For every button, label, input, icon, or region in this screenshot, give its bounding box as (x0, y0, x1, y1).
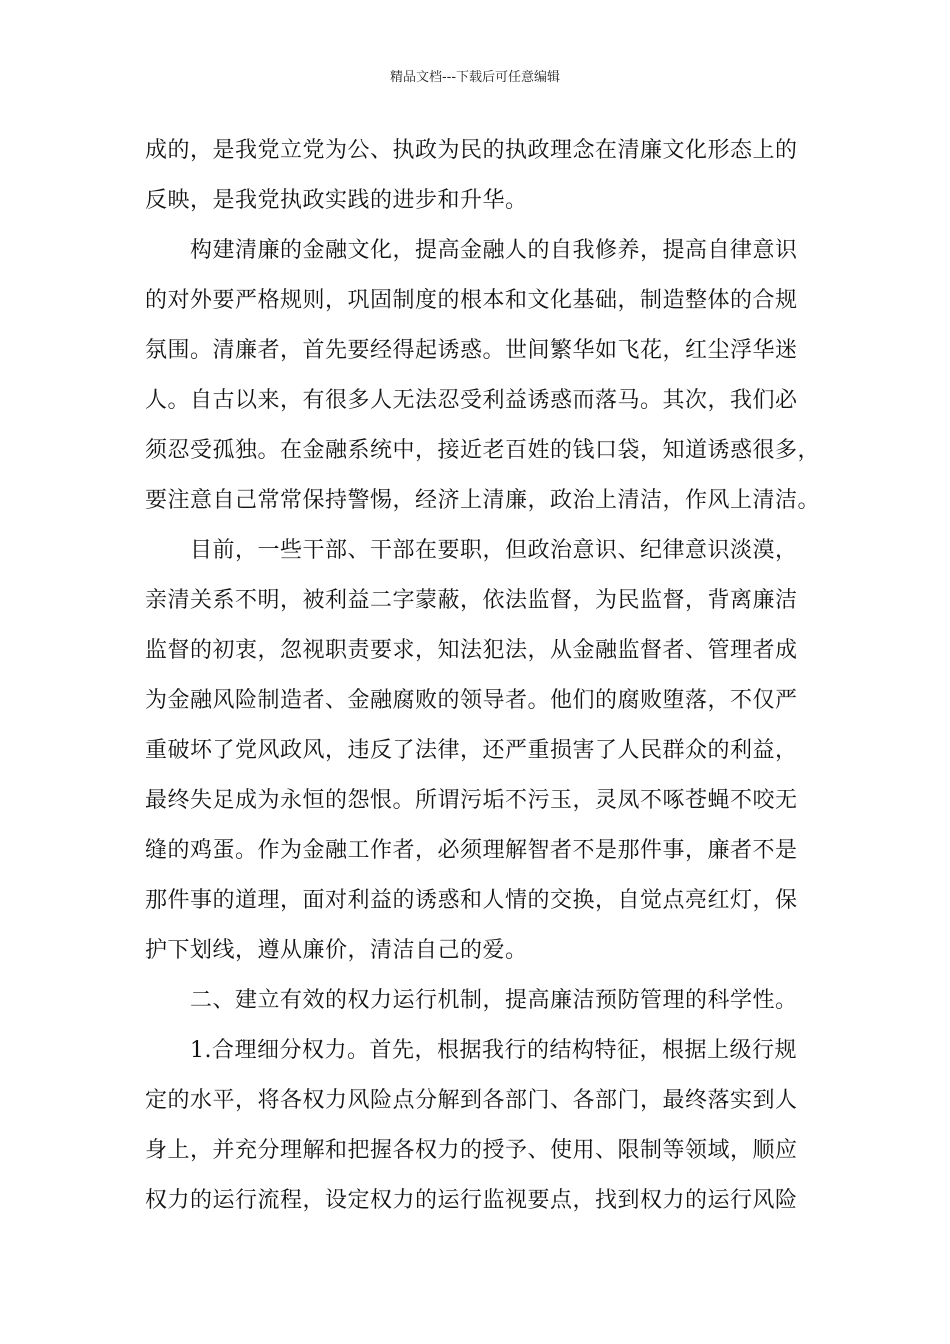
text-line-7: 须忍受孤独。在金融系统中，接近老百姓的钱口袋，知道诱惑很多， (145, 438, 821, 463)
document-body (145, 126, 825, 1226)
text-line-16: 那件事的道理，面对利益的诱惑和人情的交换，自觉点亮红灯，保 (145, 888, 798, 913)
text-line-11: 监督的初衷，忽视职责要求，知法犯法，从金融监督者、管理者成 (145, 638, 798, 663)
text-line-3: 构建清廉的金融文化，提高金融人的自我修养，提高自律意识 (190, 238, 798, 263)
section-heading: 二、建立有效的权力运行机制，提高廉洁预防管理的科学性。 (190, 988, 798, 1013)
page-header: 精品文档---下载后可任意编辑 (389, 70, 561, 85)
text-line-22: 权力的运行流程，设定权力的运行监视要点，找到权力的运行风险 (145, 1188, 798, 1213)
text-line-1: 成的，是我党立党为公、执政为民的执政理念在清廉文化形态上的 (145, 138, 798, 163)
text-line-20: 定的水平，将各权力风险点分解到各部门、各部门，最终落实到人 (145, 1088, 798, 1113)
text-line-8: 要注意自己常常保持警惕，经济上清廉，政治上清洁，作风上清洁。 (145, 488, 821, 513)
text-line-15: 缝的鸡蛋。作为金融工作者，必须理解智者不是那件事，廉者不是 (145, 838, 798, 863)
text-line-6: 人。自古以来，有很多人无法忍受利益诱惑而落马。其次，我们必 (145, 388, 798, 413)
text-line-10: 亲清关系不明，被利益二字蒙蔽，依法监督，为民监督，背离廉洁 (145, 588, 798, 613)
text-line-12: 为金融风险制造者、金融腐败的领导者。他们的腐败堕落，不仅严 (145, 688, 798, 713)
text-line-2: 反映，是我党执政实践的进步和升华。 (145, 188, 528, 213)
text-line-17: 护下划线，遵从廉价，清洁自己的爱。 (145, 938, 528, 963)
text-line-19: 1.合理细分权力。首先，根据我行的结构特征，根据上级行规 (190, 1038, 797, 1063)
text-line-9: 目前，一些干部、干部在要职，但政治意识、纪律意识淡漠， (190, 538, 798, 563)
text-line-21: 身上，并充分理解和把握各权力的授予、使用、限制等领域，顺应 (145, 1138, 798, 1163)
text-line-5: 氛围。清廉者，首先要经得起诱惑。世间繁华如飞花，红尘浮华迷 (145, 338, 798, 363)
text-line-13: 重破坏了党风政风，违反了法律，还严重损害了人民群众的利益， (145, 738, 798, 763)
text-line-14: 最终失足成为永恒的怨恨。所谓污垢不污玉，灵凤不啄苍蝇不咬无 (145, 788, 798, 813)
text-line-4: 的对外要严格规则，巩固制度的根本和文化基础，制造整体的合规 (145, 288, 798, 313)
